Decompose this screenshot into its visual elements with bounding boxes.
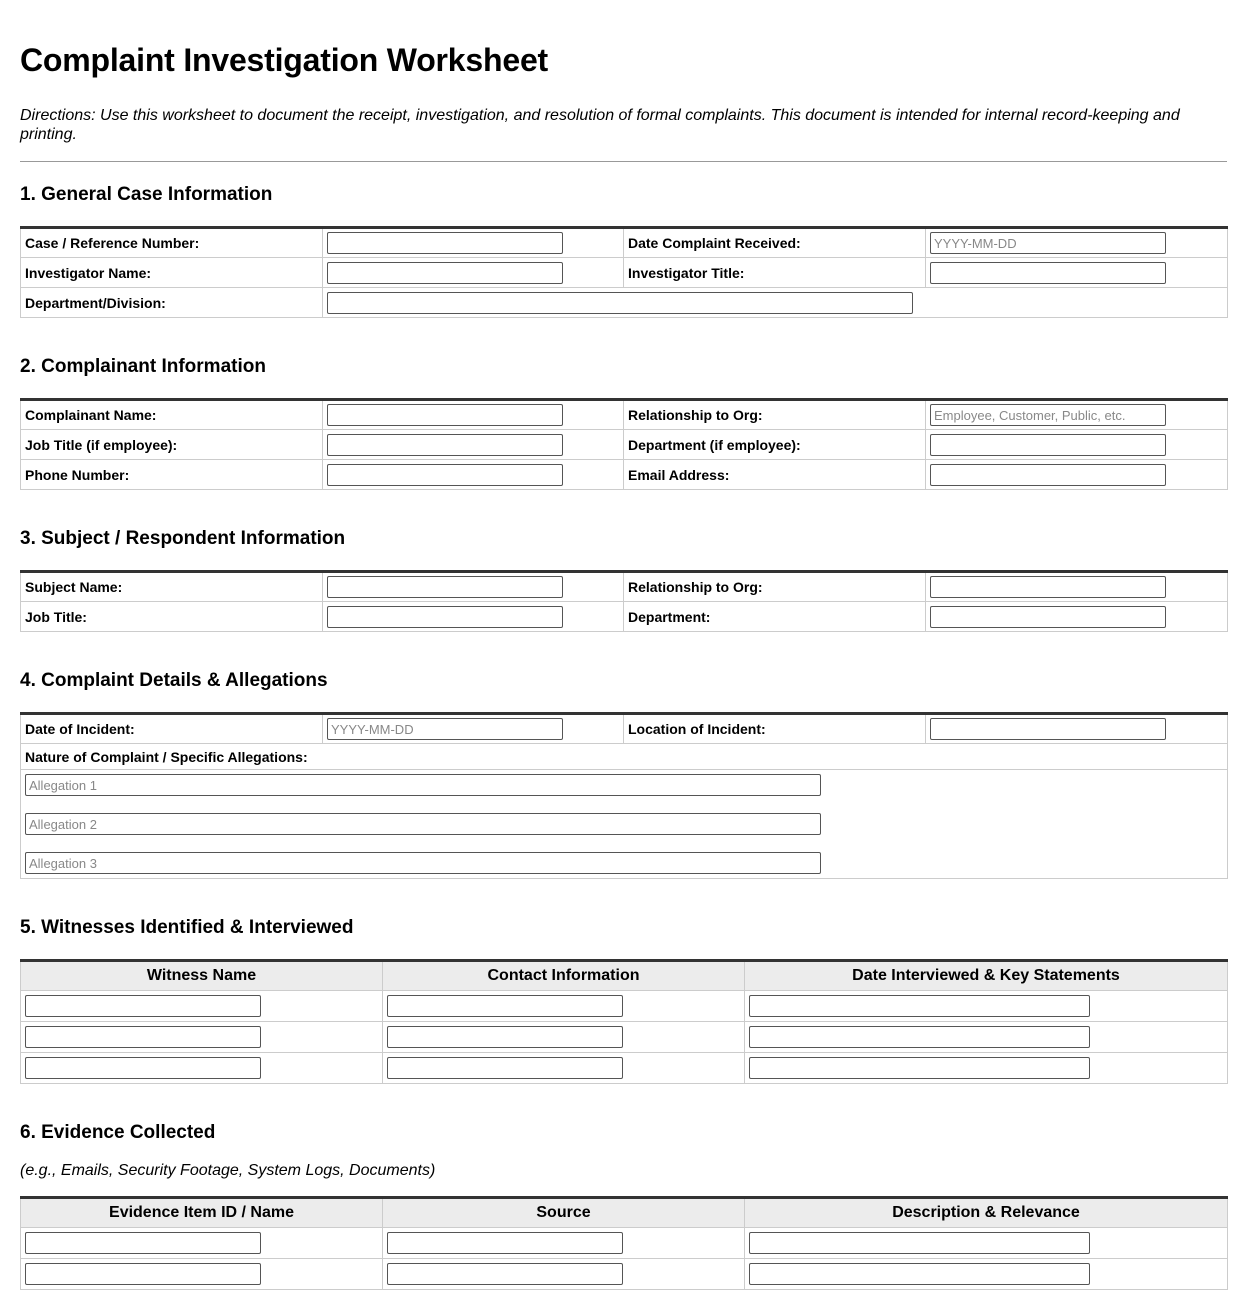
complainant-relationship-input[interactable] bbox=[930, 404, 1166, 426]
complainant-name-input[interactable] bbox=[327, 404, 563, 426]
subject-info-table bbox=[20, 570, 1228, 632]
witnesses-table bbox=[20, 959, 1228, 1084]
subject-job-title-label: Job Title: bbox=[21, 602, 323, 632]
investigator-name-input[interactable] bbox=[327, 262, 563, 284]
investigator-name-label: Investigator Name: bbox=[21, 258, 323, 288]
complainant-phone-label: Phone Number: bbox=[21, 460, 323, 490]
witness-statement-input[interactable] bbox=[749, 1057, 1090, 1079]
subject-job-title-input[interactable] bbox=[327, 606, 563, 628]
date-received-label: Date Complaint Received: bbox=[624, 228, 926, 258]
evidence-table bbox=[20, 1196, 1228, 1290]
directions-text: Directions: Use this worksheet to document the receipt, investigation, and resolution of formal complaints. This document is intended for internal record-keeping and printing. bbox=[20, 107, 1180, 143]
allegation-3-input[interactable] bbox=[25, 852, 821, 874]
subject-department-input[interactable] bbox=[930, 606, 1166, 628]
case-number-input[interactable] bbox=[327, 232, 563, 254]
subject-name-input[interactable] bbox=[327, 576, 563, 598]
witness-statement-input[interactable] bbox=[749, 1026, 1090, 1048]
incident-location-label: Location of Incident: bbox=[624, 714, 926, 744]
complainant-phone-input[interactable] bbox=[327, 464, 563, 486]
table-row bbox=[21, 1228, 1228, 1259]
complainant-relationship-label: Relationship to Org: bbox=[624, 400, 926, 430]
investigator-title-input[interactable] bbox=[930, 262, 1166, 284]
allegation-1-input[interactable] bbox=[25, 774, 821, 796]
complainant-department-input[interactable] bbox=[930, 434, 1166, 456]
contact-info-header: Contact Information bbox=[383, 961, 745, 991]
date-received-input[interactable] bbox=[930, 232, 1166, 254]
department-division-label: Department/Division: bbox=[21, 288, 323, 318]
allegation-2-input[interactable] bbox=[25, 813, 821, 835]
nature-of-complaint-label: Nature of Complaint / Specific Allegations: bbox=[21, 744, 1228, 770]
table-row bbox=[21, 991, 1228, 1022]
general-info-table bbox=[20, 226, 1228, 318]
table-header-row bbox=[21, 1198, 1228, 1228]
table-row bbox=[21, 400, 1228, 430]
section-details-heading: 4. Complaint Details & Allegations bbox=[20, 670, 328, 691]
section-subject-heading: 3. Subject / Respondent Information bbox=[20, 528, 346, 549]
table-row bbox=[21, 770, 1228, 879]
department-division-input[interactable] bbox=[327, 292, 913, 314]
details-table bbox=[20, 712, 1228, 879]
table-header-row bbox=[21, 961, 1228, 991]
complainant-info-table bbox=[20, 398, 1228, 490]
evidence-source-input[interactable] bbox=[387, 1232, 623, 1254]
witness-name-input[interactable] bbox=[25, 1057, 261, 1079]
witness-contact-input[interactable] bbox=[387, 1026, 623, 1048]
evidence-id-input[interactable] bbox=[25, 1263, 261, 1285]
evidence-source-input[interactable] bbox=[387, 1263, 623, 1285]
table-row bbox=[21, 430, 1228, 460]
section-complainant-heading: 2. Complainant Information bbox=[20, 356, 266, 377]
table-row bbox=[21, 288, 1228, 318]
complainant-email-input[interactable] bbox=[930, 464, 1166, 486]
case-number-label: Case / Reference Number: bbox=[21, 228, 323, 258]
complainant-job-title-label: Job Title (if employee): bbox=[21, 430, 323, 460]
witness-name-input[interactable] bbox=[25, 1026, 261, 1048]
complainant-name-label: Complainant Name: bbox=[21, 400, 323, 430]
investigator-title-label: Investigator Title: bbox=[624, 258, 926, 288]
subject-name-label: Subject Name: bbox=[21, 572, 323, 602]
witness-name-input[interactable] bbox=[25, 995, 261, 1017]
witness-contact-input[interactable] bbox=[387, 995, 623, 1017]
incident-date-input[interactable] bbox=[327, 718, 563, 740]
witness-contact-input[interactable] bbox=[387, 1057, 623, 1079]
incident-location-input[interactable] bbox=[930, 718, 1166, 740]
section-general-heading: 1. General Case Information bbox=[20, 184, 273, 205]
table-row bbox=[21, 1259, 1228, 1290]
evidence-id-input[interactable] bbox=[25, 1232, 261, 1254]
table-row bbox=[21, 258, 1228, 288]
table-row bbox=[21, 572, 1228, 602]
witness-name-header: Witness Name bbox=[21, 961, 383, 991]
incident-date-label: Date of Incident: bbox=[21, 714, 323, 744]
evidence-note: (e.g., Emails, Security Footage, System Logs, Documents) bbox=[20, 1162, 436, 1179]
evidence-description-input[interactable] bbox=[749, 1263, 1090, 1285]
subject-department-label: Department: bbox=[624, 602, 926, 632]
subject-relationship-label: Relationship to Org: bbox=[624, 572, 926, 602]
evidence-id-header: Evidence Item ID / Name bbox=[21, 1198, 383, 1228]
witness-statement-input[interactable] bbox=[749, 995, 1090, 1017]
complainant-email-label: Email Address: bbox=[624, 460, 926, 490]
divider bbox=[20, 161, 1227, 162]
subject-relationship-input[interactable] bbox=[930, 576, 1166, 598]
complainant-job-title-input[interactable] bbox=[327, 434, 563, 456]
table-row bbox=[21, 714, 1228, 744]
evidence-source-header: Source bbox=[383, 1198, 745, 1228]
table-row bbox=[21, 744, 1228, 770]
table-row bbox=[21, 228, 1228, 258]
date-interviewed-header: Date Interviewed & Key Statements bbox=[745, 961, 1228, 991]
evidence-description-input[interactable] bbox=[749, 1232, 1090, 1254]
table-row bbox=[21, 1053, 1228, 1084]
section-evidence-heading: 6. Evidence Collected bbox=[20, 1122, 216, 1143]
page-title: Complaint Investigation Worksheet bbox=[20, 42, 548, 78]
evidence-description-header: Description & Relevance bbox=[745, 1198, 1228, 1228]
table-row bbox=[21, 460, 1228, 490]
complainant-department-label: Department (if employee): bbox=[624, 430, 926, 460]
table-row bbox=[21, 1022, 1228, 1053]
section-witnesses-heading: 5. Witnesses Identified & Interviewed bbox=[20, 917, 354, 938]
table-row bbox=[21, 602, 1228, 632]
